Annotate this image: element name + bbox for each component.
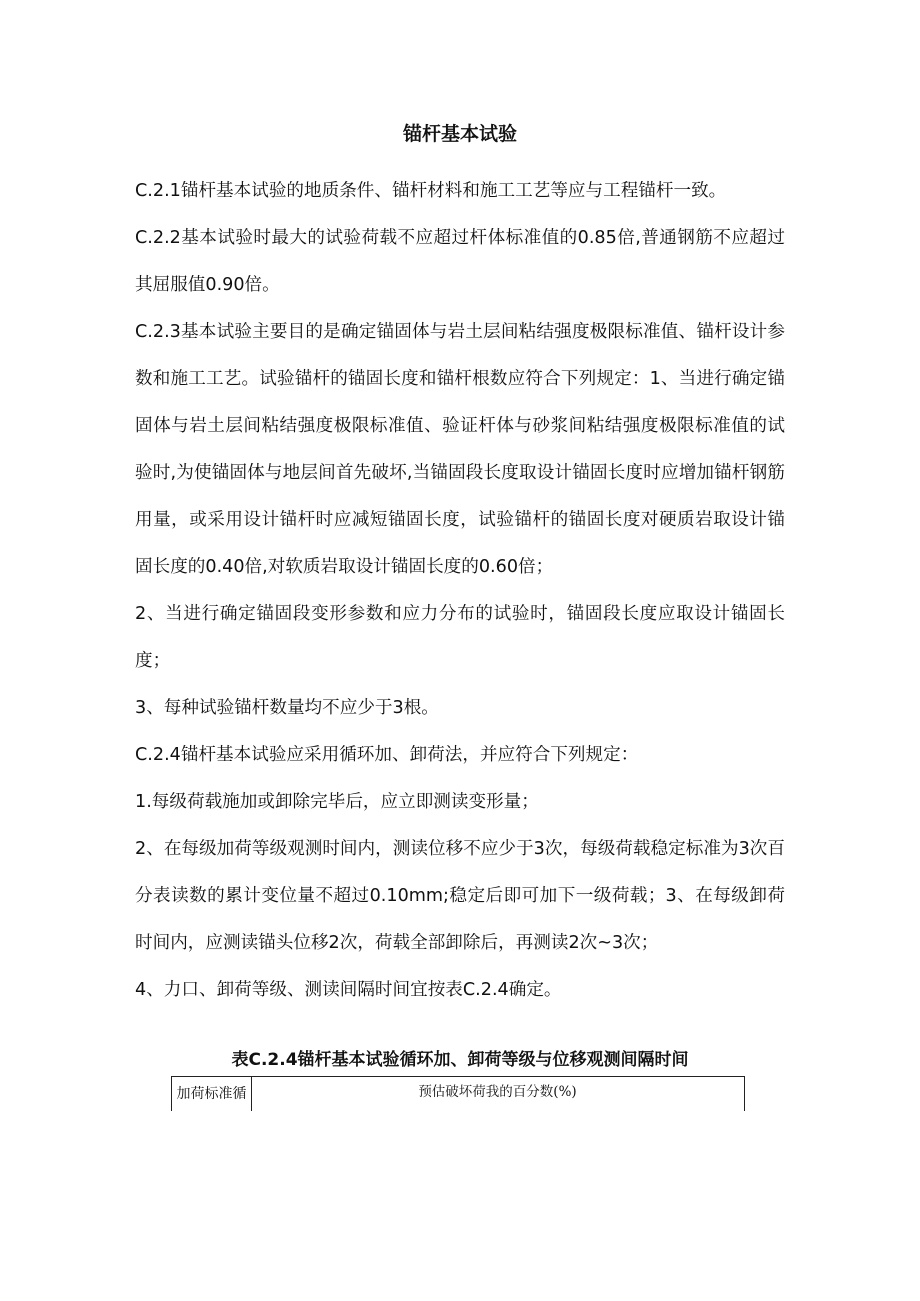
paragraph-c-2-4-item-1: 1.每级荷载施加或卸除完毕后，应立即测读变形量； bbox=[135, 792, 539, 812]
paragraph-c-2-1: C.2.1锚杆基本试验的地质条件、锚杆材料和施工工艺等应与工程锚杆一致。 bbox=[135, 181, 727, 201]
table-header-load-cycle: 加荷标准循 bbox=[171, 1077, 252, 1111]
paragraph-c-2-4-item-2-3: 2、在每级加荷等级观测时间内，测读位移不应少于3次，每级荷载稳定标准为3次百分表读数的累计变位量不超过0.10mm;稳定后即可加下一级荷载；3、在每级卸荷时间内，应测读锚头位移2次，荷载全部卸除后，再测读2次~3次； bbox=[135, 839, 785, 953]
paragraph-c-2-3-item-2: 2、当进行确定锚固段变形参数和应力分布的试验时，锚固段长度应取设计锚固长度； bbox=[135, 604, 785, 671]
paragraph-c-2-4: C.2.4锚杆基本试验应采用循环加、卸荷法，并应符合下列规定： bbox=[135, 745, 639, 765]
document-body bbox=[135, 168, 785, 1014]
table-caption: 表C.2.4锚杆基本试验循环加、卸荷等级与位移观测间隔时间 bbox=[231, 1050, 689, 1070]
paragraph-c-2-4-item-4: 4、力口、卸荷等级、测读间隔时间宜按表C.2.4确定。 bbox=[135, 980, 562, 1000]
loading-table bbox=[171, 1076, 745, 1111]
paragraph-c-2-3: C.2.3基本试验主要目的是确定锚固体与岩土层间粘结强度极限标准值、锚杆设计参数和施工工艺。试验锚杆的锚固长度和锚杆根数应符合下列规定：1、当进行确定锚固体与岩土层间粘结强度极限标准值、验证杆体与砂浆间粘结强度极限标准值的试验时,为使锚固体与地层间首先破坏,当锚固段长度取设计锚固长度时应增加锚杆钢筋用量，或采用设计锚杆时应减短锚固长度，试验锚杆的锚固长度对硬质岩取设计锚固长度的0.40倍,对软质岩取设计锚固长度的0.60倍； bbox=[135, 322, 785, 577]
table-header-percentage: 预估破坏荷我的百分数(%) bbox=[251, 1077, 745, 1111]
paragraph-c-2-3-item-3: 3、每种试验锚杆数量均不应少于3根。 bbox=[135, 698, 439, 718]
paragraph-c-2-2: C.2.2基本试验时最大的试验荷载不应超过杆体标准值的0.85倍,普通钢筋不应超过其屈服值0.90倍。 bbox=[135, 228, 785, 295]
document-title: 锚杆基本试验 bbox=[402, 123, 517, 145]
